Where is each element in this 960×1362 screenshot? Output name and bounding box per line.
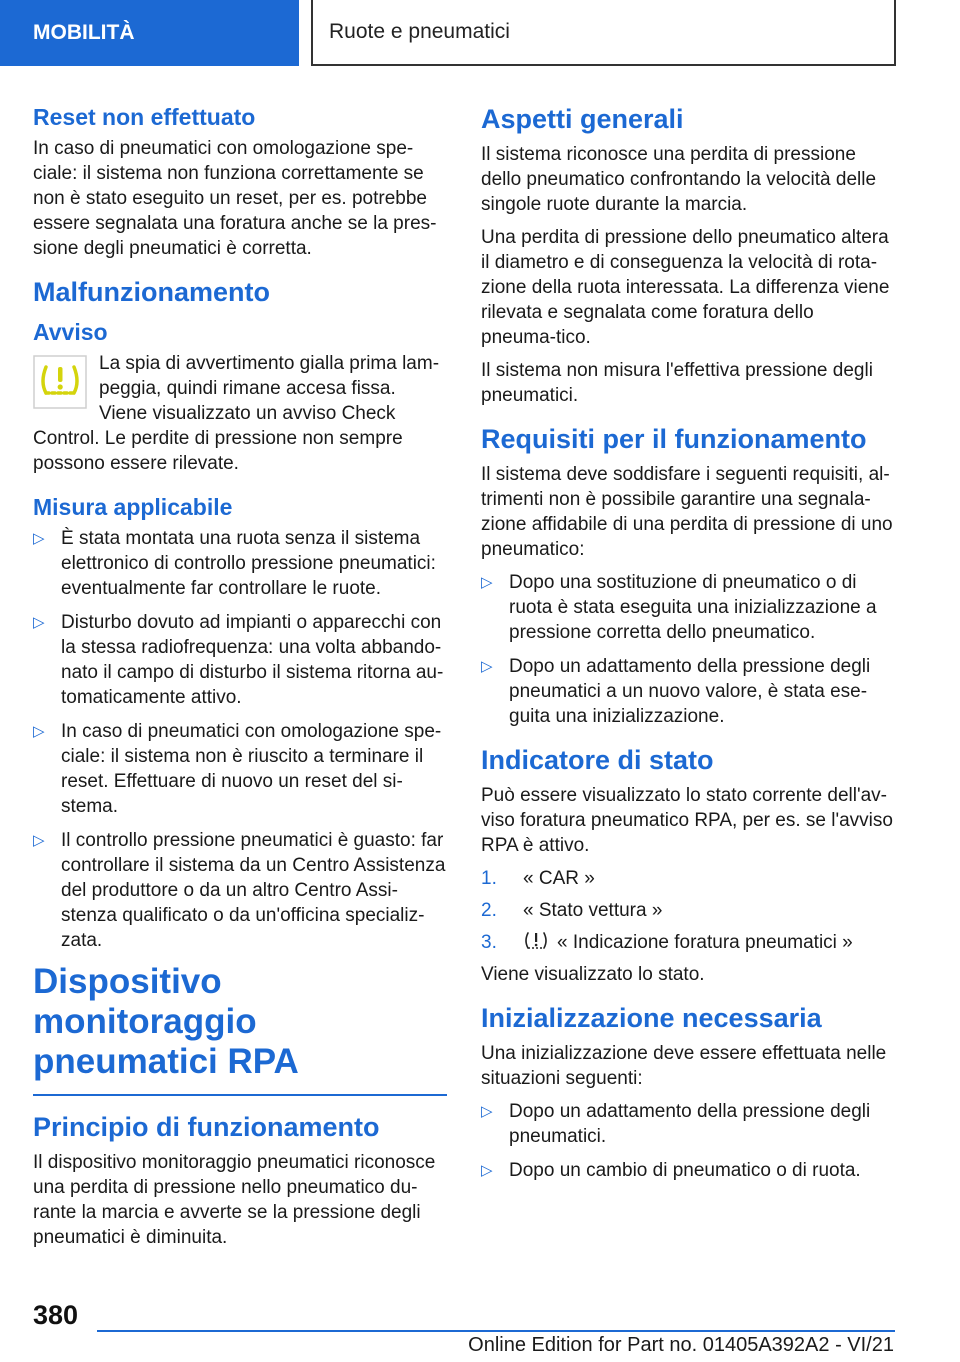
triangle-bullet-icon: ▷: [481, 574, 493, 591]
tire-pressure-warning-icon: [33, 355, 87, 409]
avviso-block: [33, 351, 447, 484]
list-item: ▷ È stata montata una ruota senza il sistema elettronico di controllo pressione pneumatici: eventualmente far controllare le ruote.: [33, 528, 436, 599]
requisiti-title: Requisiti per il funzionamento: [481, 424, 867, 454]
misura-title: Misura applicabile: [33, 494, 233, 520]
triangle-bullet-icon: ▷: [33, 614, 45, 631]
requisiti-text: Il sistema deve soddisfare i seguenti requisiti, al-trimenti non è possibile garantire una segnala-zione affidabile di una perdita di pressione di uno pneumatico:: [481, 464, 893, 560]
tire-pressure-status-icon: [523, 930, 549, 952]
header-chapter: Ruote e pneumatici: [329, 20, 510, 43]
reset-title: Reset non effettuato: [33, 104, 256, 130]
steps-list: [481, 866, 893, 955]
page-number: 380: [33, 1300, 79, 1330]
left-column: [33, 100, 447, 1258]
list-item: ▷ Dopo un adattamento della pressione degli pneumatici a un nuovo valore, è stata ese-guita una inizializzazione.: [481, 656, 871, 727]
triangle-bullet-icon: ▷: [33, 832, 45, 849]
triangle-bullet-icon: ▷: [481, 1162, 493, 1179]
header-chapter-tab: [311, 0, 896, 66]
principio-text: Il dispositivo monitoraggio pneumatici riconosce una perdita di pressione nello pneumatico du-rante la marcia e avverte se la pressione degli pneumatici è diminuita.: [33, 1152, 436, 1248]
list-item: ▷ Disturbo dovuto ad impianti o apparecchi con la stessa radiofrequenza: una volta abbando-nato il campo di disturbo il sistema ritorna au-tomaticamente attivo.: [33, 612, 444, 708]
reset-text: In caso di pneumatici con omologazione spe-ciale: il sistema non funziona correttamente se non è stato eseguito un reset, per es. potrebbe essere segnalata una foratura anche se la pres-sione degli pneumatici è corretta.: [33, 138, 437, 259]
list-item: ▷ Dopo una sostituzione di pneumatico o di ruota è stata eseguita una inizializzazione a pressione corretta dello pneumatico.: [481, 572, 877, 643]
list-item: 1. « CAR »: [481, 868, 595, 889]
triangle-bullet-icon: ▷: [33, 530, 45, 547]
list-item: 2. « Stato vettura »: [481, 900, 663, 921]
triangle-bullet-icon: ▷: [33, 723, 45, 740]
init-list: [481, 1099, 893, 1183]
aspetti-title: Aspetti generali: [481, 104, 684, 134]
aspetti-paragraph: Il sistema riconosce una perdita di pressione dello pneumatico confrontando la velocità delle singole ruote durante la marcia.: [481, 144, 877, 215]
malfunction-title: Malfunzionamento: [33, 277, 270, 307]
requisiti-list: [481, 570, 893, 729]
list-item: ▷ Dopo un cambio di pneumatico o di ruota.: [481, 1160, 861, 1181]
list-item: ▷ Il controllo pressione pneumatici è guasto: far controllare il sistema da un Centro Assistenza del produttore o da un altro Centro Assi-stenza qualificato o da un'officina specializ-zata.: [33, 830, 446, 951]
triangle-bullet-icon: ▷: [481, 1103, 493, 1120]
indicatore-title: Indicatore di stato: [481, 745, 714, 775]
header-section-tab: [0, 0, 299, 66]
indicatore-after: Viene visualizzato lo stato.: [481, 964, 705, 985]
aspetti-paragraph: Il sistema non misura l'effettiva pressione degli pneumatici.: [481, 360, 873, 406]
rpa-title: Dispositivo monitoraggio pneumatici RPA: [33, 962, 299, 1081]
right-column: [481, 100, 893, 1192]
indicatore-text: Può essere visualizzato lo stato corrente dell'av-viso foratura pneumatico RPA, per es. se l'avviso RPA è attivo.: [481, 785, 893, 856]
avviso-title: Avviso: [33, 319, 108, 345]
section-divider: [33, 1094, 447, 1096]
footer-divider: [97, 1330, 895, 1332]
triangle-bullet-icon: ▷: [481, 658, 493, 675]
list-item: ▷ Dopo un adattamento della pressione degli pneumatici.: [481, 1101, 871, 1147]
list-item: 3. « Indicazione foratura pneumatici »: [481, 932, 853, 953]
list-item: ▷ In caso di pneumatici con omologazione spe-ciale: il sistema non è riuscito a terminare il reset. Effettuare di nuovo un reset del si-stema.: [33, 721, 442, 817]
misura-list: [33, 526, 447, 953]
header-section: MOBILITÀ: [33, 21, 135, 44]
footer-edition: Online Edition for Part no. 01405A392A2 - VI/21: [468, 1334, 894, 1356]
aspetti-paragraph: Una perdita di pressione dello pneumatico altera il diametro e di conseguenza la velocità di rota-zione della ruota interessata. La differenza viene rilevata e segnalata come foratura dello pneuma-tico.: [481, 227, 890, 348]
principio-title: Principio di funzionamento: [33, 1112, 380, 1142]
init-title: Inizializzazione necessaria: [481, 1003, 822, 1033]
init-text: Una inizializzazione deve essere effettuata nelle situazioni seguenti:: [481, 1043, 887, 1089]
avviso-text: La spia di avvertimento gialla prima lam-peggia, quindi rimane accesa fissa. Viene visualizzato un avviso Check Control. Le perdite di pressione non sempre possono essere rilevate.: [33, 353, 440, 474]
